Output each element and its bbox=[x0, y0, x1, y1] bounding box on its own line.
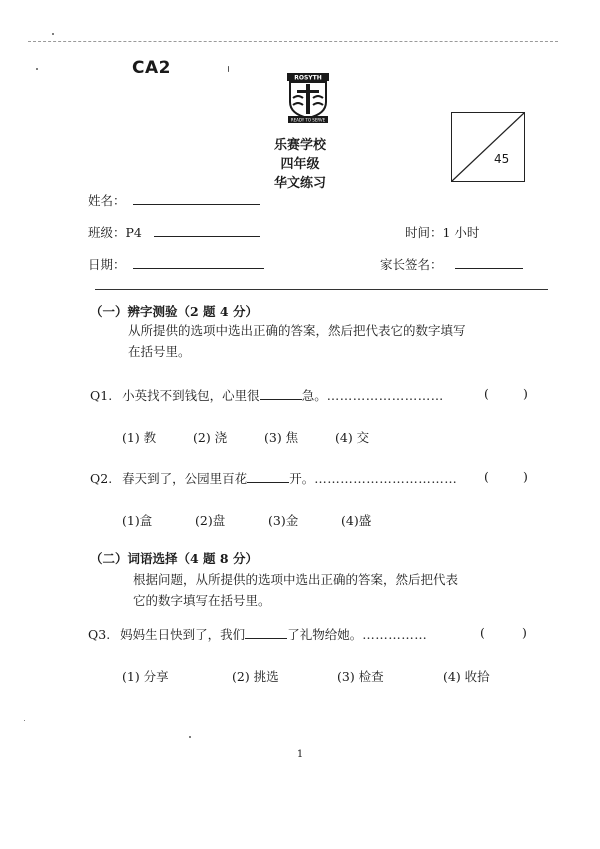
question-text-before: 小英找不到钱包，心里很 bbox=[122, 388, 260, 403]
question-text-after: 了礼物给她。 bbox=[287, 627, 363, 642]
q3-option-1: (1) 分享 bbox=[122, 669, 169, 684]
answer-parenthesis-close: ) bbox=[522, 625, 527, 640]
assessment-tag: CA2 bbox=[132, 58, 171, 78]
header-divider bbox=[95, 289, 548, 290]
leader-dots: ……………………… bbox=[326, 388, 444, 403]
answer-parenthesis-open: ( bbox=[480, 625, 485, 640]
scan-speck bbox=[189, 736, 191, 738]
answer-blank[interactable] bbox=[245, 626, 287, 639]
question-text-after: 急。 bbox=[301, 388, 327, 403]
question-text-before: 妈妈生日快到了，我们 bbox=[120, 627, 246, 642]
answer-slot-2[interactable] bbox=[490, 469, 520, 485]
q1-option-2: (2) 浇 bbox=[193, 430, 228, 445]
question-number: Q1. bbox=[90, 388, 113, 403]
section-1-instruction-line-1: 从所提供的选项中选出正确的答案，然后把代表它的数字填写 bbox=[128, 323, 466, 338]
scan-speck bbox=[24, 720, 25, 721]
section-2-title: （二）词语选择（4 题 8 分） bbox=[90, 551, 258, 566]
q3-option-4: (4) 收拾 bbox=[443, 669, 490, 684]
section-1-instruction-line-2: 在括号里。 bbox=[128, 344, 191, 359]
q2-option-4: (4)盛 bbox=[341, 513, 372, 528]
q1-option-1: (1) 教 bbox=[122, 430, 157, 445]
question-3 bbox=[88, 625, 427, 643]
scan-speck bbox=[36, 68, 38, 70]
leader-dots: …………… bbox=[362, 627, 428, 642]
q1-option-3: (3) 焦 bbox=[264, 430, 299, 445]
name-field[interactable] bbox=[133, 204, 260, 205]
scan-speck bbox=[52, 33, 54, 35]
q3-option-2: (2) 挑选 bbox=[232, 669, 279, 684]
question-1 bbox=[90, 386, 444, 404]
scan-speck bbox=[228, 66, 229, 72]
answer-slot-1[interactable] bbox=[490, 386, 520, 402]
subject-title: 华文练习 bbox=[273, 176, 326, 191]
class-field[interactable] bbox=[154, 236, 260, 237]
q1-option-4: (4) 交 bbox=[335, 430, 370, 445]
leader-dots: …………………………… bbox=[314, 471, 458, 486]
parent-signature-label: 家长签名： bbox=[380, 257, 443, 272]
question-number: Q2. bbox=[90, 471, 113, 486]
grade-level: 四年级 bbox=[280, 157, 320, 172]
answer-parenthesis-open: ( bbox=[484, 386, 489, 401]
q2-option-1: (1)盒 bbox=[122, 513, 153, 528]
answer-slot-3[interactable] bbox=[486, 625, 518, 641]
page-number: 1 bbox=[296, 749, 304, 760]
score-box bbox=[451, 112, 525, 182]
crest-top-text: ROSYTH bbox=[294, 74, 322, 82]
date-field[interactable] bbox=[133, 268, 264, 269]
question-text-after: 开。 bbox=[289, 471, 315, 486]
answer-parenthesis-close: ) bbox=[523, 469, 528, 484]
answer-blank[interactable] bbox=[247, 470, 289, 483]
answer-parenthesis-close: ) bbox=[523, 386, 528, 401]
answer-blank[interactable] bbox=[260, 387, 302, 400]
school-crest-logo bbox=[285, 72, 331, 124]
q3-option-3: (3) 检查 bbox=[337, 669, 384, 684]
q2-option-3: (3)金 bbox=[268, 513, 299, 528]
section-1-title: （一）辨字测验（2 题 4 分） bbox=[90, 304, 258, 319]
school-name: 乐赛学校 bbox=[273, 138, 326, 153]
crest-motto-text: READY TO SERVE bbox=[290, 117, 326, 123]
name-label: 姓名： bbox=[88, 193, 126, 208]
section-2-instruction-line-2: 它的数字填写在括号里。 bbox=[133, 593, 271, 608]
class-label: 班级：P4 bbox=[88, 225, 142, 240]
answer-parenthesis-open: ( bbox=[484, 469, 489, 484]
date-label: 日期： bbox=[88, 257, 126, 272]
time-label: 时间：1 小时 bbox=[405, 225, 480, 240]
question-number: Q3. bbox=[88, 627, 111, 642]
total-marks: 45 bbox=[494, 152, 510, 166]
question-2 bbox=[90, 469, 457, 487]
q2-option-2: (2)盘 bbox=[195, 513, 226, 528]
scan-dash-line bbox=[28, 41, 558, 42]
parent-signature-field[interactable] bbox=[455, 268, 523, 269]
question-text-before: 春天到了，公园里百花 bbox=[122, 471, 248, 486]
section-2-instruction-line-1: 根据问题，从所提供的选项中选出正确的答案，然后把代表 bbox=[133, 572, 459, 587]
score-box-diagonal bbox=[452, 113, 524, 181]
